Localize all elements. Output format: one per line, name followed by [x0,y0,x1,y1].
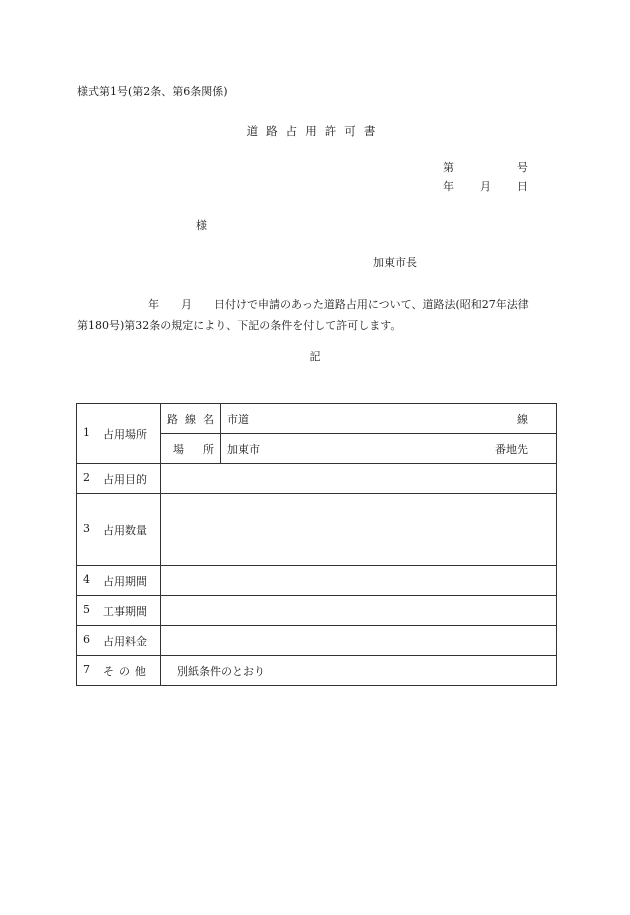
row-number: 4 [83,572,90,586]
permit-number [443,161,528,175]
issue-date [443,180,528,194]
permit-table [76,403,557,686]
construction-period-value-cell[interactable] [161,596,557,626]
row-number: 5 [83,602,90,616]
place-label-cell [161,434,221,464]
place-suffix: 番地先 [495,442,528,456]
row-label: 占用料金 [103,634,147,648]
date-day: 日 [517,180,528,193]
row-label: 占用期間 [103,574,147,588]
row-number: 1 [83,425,90,439]
place-value-cell[interactable] [221,434,557,464]
purpose-value-cell[interactable] [161,464,557,494]
route-suffix: 線 [517,412,528,426]
issuer: 加東市長 [373,256,417,269]
table-row [77,464,557,494]
row-label-cell [77,656,161,686]
row-label: 工事期間 [103,604,147,618]
route-prefix: 市道 [227,412,249,426]
other-value-cell[interactable]: 別紙条件のとおり [161,656,557,686]
row-label-cell [77,626,161,656]
form-number: 様式第1号(第2条、第6条関係) [77,85,228,98]
row-label: 占用目的 [103,472,147,486]
number-suffix: 号 [517,161,528,174]
table-row [77,626,557,656]
row-label-cell [77,464,161,494]
document-title: 道路占用許可書 [246,124,384,138]
route-label-char: 名 [203,412,214,426]
row-label-cell [77,596,161,626]
row-label: その他 [103,664,151,678]
number-prefix: 第 [443,161,454,174]
route-label-cell [161,404,221,434]
place-label-char: 所 [203,442,214,456]
date-year: 年 [443,180,454,193]
table-row [77,656,557,686]
body-line-2: 第180号)第32条の規定により、下記の条件を付して許可します。 [77,319,402,332]
addressee: 様 [196,219,207,232]
occupancy-period-value-cell[interactable] [161,566,557,596]
table-row [77,494,557,566]
body-line-1: 年 月 日付けで申請のあった道路占用について、道路法(昭和27年法律 [148,298,529,311]
quantity-value-cell[interactable] [161,494,557,566]
table-row [77,566,557,596]
place-label-char: 場 [173,442,184,456]
route-label-char: 路 [167,412,178,426]
route-value-cell[interactable] [221,404,557,434]
body-text [77,294,557,336]
ki-heading: 記 [309,350,321,363]
row-label: 占用数量 [103,523,147,537]
location-route-row [77,404,557,434]
row-number: 7 [83,662,90,676]
row-label-cell [77,566,161,596]
row-number: 3 [83,521,90,535]
row-label-cell [77,494,161,566]
place-prefix: 加東市 [227,442,260,456]
route-label-char: 線 [185,412,196,426]
row-label: 占用場所 [103,427,147,441]
table-row [77,596,557,626]
location-label-cell [77,404,161,464]
fee-value-cell[interactable] [161,626,557,656]
date-month: 月 [480,180,491,193]
row-number: 2 [83,470,90,484]
row-number: 6 [83,632,90,646]
